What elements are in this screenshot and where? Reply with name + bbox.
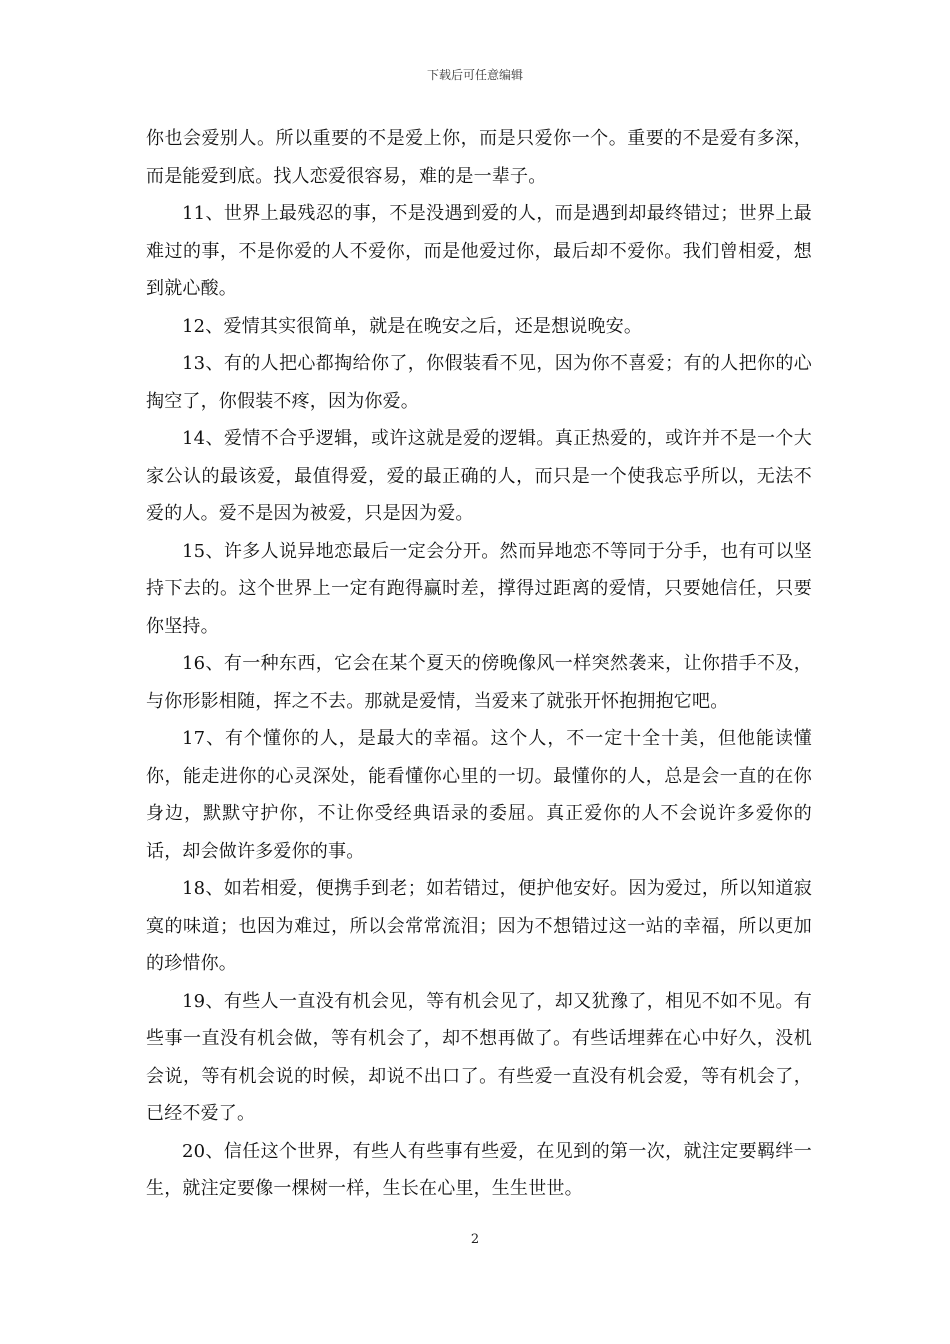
paragraph: 17、有个懂你的人，是最大的幸福。这个人，不一定十全十美，但他能读懂你，能走进你的心灵深处，能看懂你心里的一切。最懂你的人，总是会一直的在你身边，默默守护你，不让你受经典语录的委屈。真正爱你的人不会说许多爱你的话，却会做许多爱你的事。 xyxy=(146,728,812,862)
paragraph: 19、有些人一直没有机会见，等有机会见了，却又犹豫了，相见不如不见。有些事一直没有机会做，等有机会了，却不想再做了。有些话埋葬在心中好久，没机会说，等有机会说的时候，却说不出口了。有些爱一直没有机会爱，等有机会了，已经不爱了。 xyxy=(146,990,812,1124)
paragraph: 13、有的人把心都掏给你了，你假装看不见，因为你不喜爱；有的人把你的心掏空了，你假装不疼，因为你爱。 xyxy=(146,353,812,412)
page-number: 2 xyxy=(470,1232,480,1247)
paragraph: 16、有一种东西，它会在某个夏天的傍晚像风一样突然袭来，让你措手不及，与你形影相随，挥之不去。那就是爱情，当爱来了就张开怀抱拥抱它吧。 xyxy=(146,653,812,712)
paragraph: 14、爱情不合乎逻辑，或许这就是爱的逻辑。真正热爱的，或许并不是一个大家公认的最该爱，最值得爱，爱的最正确的人，而只是一个使我忘乎所以，无法不爱的人。爱不是因为被爱，只是因为爱。 xyxy=(146,428,812,524)
document-body xyxy=(146,120,812,1208)
paragraph: 20、信任这个世界，有些人有些事有些爱，在见到的第一次，就注定要羁绊一生，就注定要像一棵树一样，生长在心里，生生世世。 xyxy=(146,1140,812,1199)
page-header: 下载后可任意编辑 xyxy=(426,68,523,82)
paragraph: 15、许多人说异地恋最后一定会分开。然而异地恋不等同于分手，也有可以坚持下去的。这个世界上一定有跑得赢时差，撑得过距离的爱情，只要她信任，只要你坚持。 xyxy=(146,540,812,637)
paragraph: 11、世界上最残忍的事，不是没遇到爱的人，而是遇到却最终错过；世界上最难过的事，不是你爱的人不爱你，而是他爱过你，最后却不爱你。我们曾相爱，想到就心酸。 xyxy=(146,203,812,299)
paragraph: 12、爱情其实很简单，就是在晚安之后，还是想说晚安。 xyxy=(182,315,643,337)
paragraph: 你也会爱别人。所以重要的不是爱上你，而是只爱你一个。重要的不是爱有多深，而是能爱到底。找人恋爱很容易，难的是一辈子。 xyxy=(146,128,812,187)
paragraph: 18、如若相爱，便携手到老；如若错过，便护他安好。因为爱过，所以知道寂寞的味道；也因为难过，所以会常常流泪；因为不想错过这一站的幸福，所以更加的珍惜你。 xyxy=(146,878,812,974)
